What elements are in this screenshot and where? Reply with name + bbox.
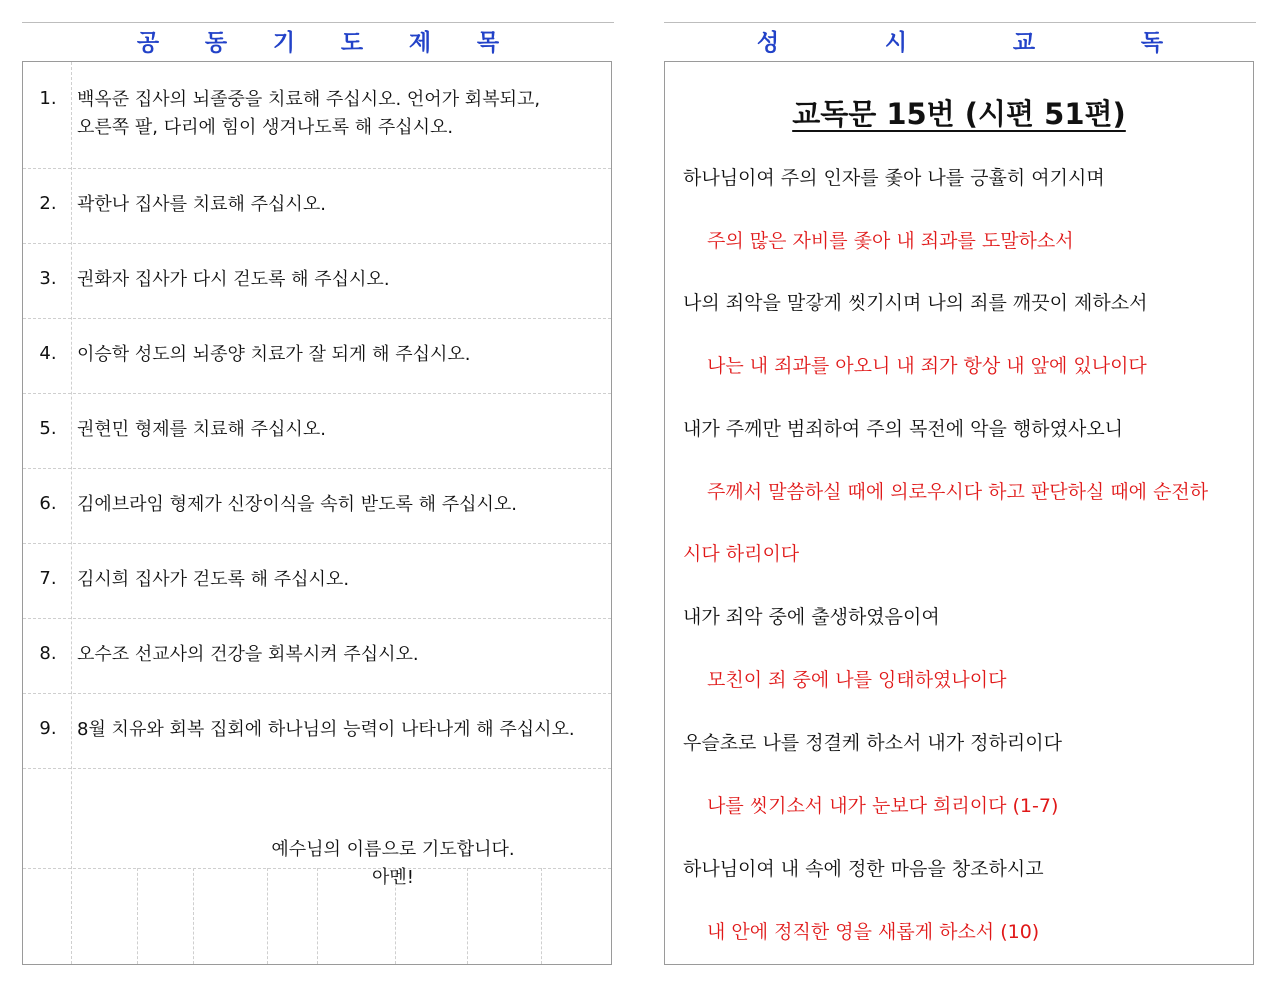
response-line: 내 안에 정직한 영을 새롭게 하소서 (10): [707, 921, 1040, 943]
leader-line: 하나님이여 내 속에 정한 마음을 창조하시고: [683, 858, 1044, 880]
title-char: 성: [756, 29, 780, 56]
title-char: 동: [204, 29, 228, 56]
closing-prayer: [223, 836, 563, 892]
title-char: 기: [272, 29, 296, 56]
reading-section-title: [664, 22, 1256, 57]
item-text: 8월 치유와 회복 집회에 하나님의 능력이 나타나게 해 주십시오.: [77, 719, 575, 740]
response-line: 시다 하리이다: [683, 543, 800, 565]
leader-line: 내가 죄악 중에 출생하였음이여: [683, 606, 940, 628]
closing-line: 아멘!: [372, 867, 414, 888]
title-char: 독: [1140, 29, 1164, 56]
response-line: 주의 많은 자비를 좇아 내 죄과를 도말하소서: [707, 230, 1074, 252]
item-number: 3.: [39, 268, 57, 289]
title-char: 시: [884, 29, 908, 56]
leader-line: 우슬초로 나를 정결케 하소서 내가 정하리이다: [683, 732, 1062, 754]
list-item: [23, 544, 611, 619]
leader-line: 하나님이여 주의 인자를 좇아 나를 긍휼히 여기시며: [683, 167, 1105, 189]
item-text: 오수조 선교사의 건강을 회복시켜 주십시오.: [77, 644, 419, 665]
prayer-list-panel: [22, 61, 612, 965]
title-char: 도: [340, 29, 364, 56]
list-item: [23, 619, 611, 694]
title-char: 제: [408, 29, 432, 56]
item-text: 김에브라임 형제가 신장이식을 속히 받도록 해 주십시오.: [77, 494, 517, 515]
list-item: [23, 694, 611, 769]
item-text: 오른쪽 팔, 다리에 힘이 생겨나도록 해 주십시오.: [77, 117, 454, 138]
title-char: 목: [476, 29, 500, 56]
list-item: [23, 62, 611, 169]
item-text: 김시희 집사가 걷도록 해 주십시오.: [77, 569, 350, 590]
closing-line: 예수님의 이름으로 기도합니다.: [271, 839, 515, 860]
responsive-reading-panel: [664, 61, 1254, 965]
item-number: 8.: [39, 643, 57, 664]
leader-line: 내가 주께만 범죄하여 주의 목전에 악을 행하였사오니: [683, 418, 1124, 440]
grid-line: [193, 868, 194, 964]
title-char: 공: [136, 29, 160, 56]
response-line: 나는 내 죄과를 아오니 내 죄가 항상 내 앞에 있나이다: [707, 355, 1147, 377]
list-item: [23, 244, 611, 319]
grid-line: [137, 868, 138, 964]
item-text: 이승학 성도의 뇌종양 치료가 잘 되게 해 주십시오.: [77, 344, 471, 365]
item-number: 2.: [39, 193, 57, 214]
response-line: 모친이 죄 중에 나를 잉태하였나이다: [707, 669, 1007, 691]
item-number: 6.: [39, 493, 57, 514]
item-number: 1.: [39, 88, 57, 109]
response-line: 주께서 말씀하실 때에 의로우시다 하고 판단하실 때에 순전하: [707, 481, 1209, 503]
item-text: 권현민 형제를 치료해 주십시오.: [77, 419, 326, 440]
list-item: [23, 169, 611, 244]
item-number: 4.: [39, 343, 57, 364]
item-text: 백옥준 집사의 뇌졸중을 치료해 주십시오. 언어가 회복되고,: [77, 89, 541, 110]
item-text: 곽한나 집사를 치료해 주십시오.: [77, 194, 326, 215]
item-text: 권화자 집사가 다시 걷도록 해 주십시오.: [77, 269, 390, 290]
item-number: 7.: [39, 568, 57, 589]
list-item: [23, 319, 611, 394]
list-item: [23, 469, 611, 544]
leader-line: 나의 죄악을 말갛게 씻기시며 나의 죄를 깨끗이 제하소서: [683, 292, 1148, 314]
title-char: 교: [1012, 29, 1036, 56]
item-number: 5.: [39, 418, 57, 439]
item-number: 9.: [39, 718, 57, 739]
prayer-section-title: [22, 22, 614, 57]
list-item: [23, 394, 611, 469]
response-line: 나를 씻기소서 내가 눈보다 희리이다 (1-7): [707, 795, 1059, 817]
reading-heading: 교독문 15번 (시편 51편): [792, 97, 1126, 131]
